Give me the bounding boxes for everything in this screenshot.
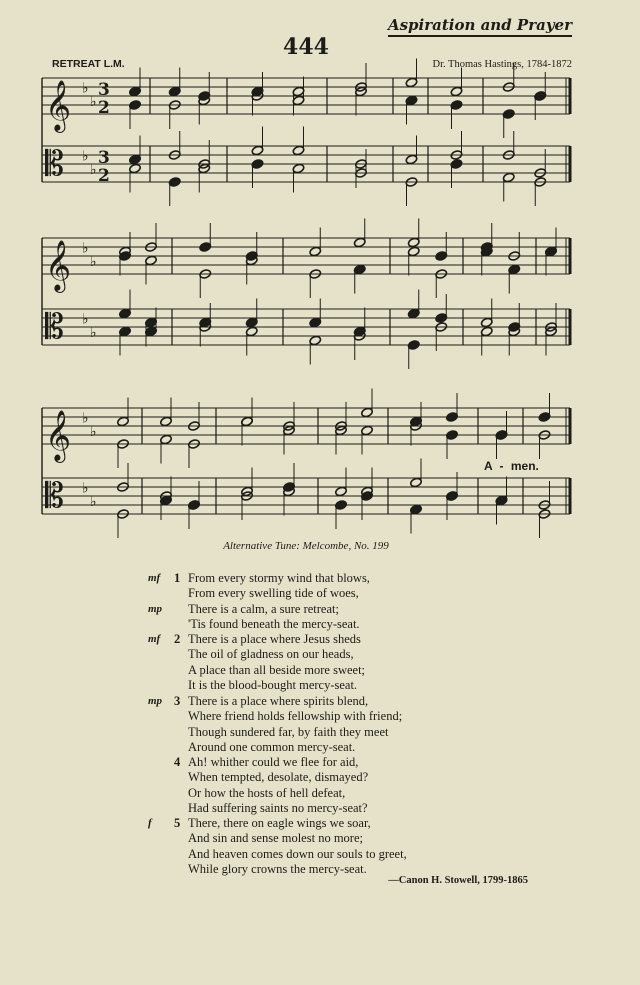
note-head xyxy=(129,86,142,97)
note-head xyxy=(335,500,348,511)
note-head xyxy=(251,145,264,156)
verse-text: The oil of gladness on our heads, xyxy=(188,647,354,662)
flat-icon: ♭ xyxy=(90,93,97,110)
note-head xyxy=(405,154,418,165)
note-head xyxy=(292,95,305,106)
note-head xyxy=(446,412,459,423)
note-head xyxy=(407,237,420,248)
verse-text: A place than all beside more sweet; xyxy=(188,662,366,677)
flat-icon: ♭ xyxy=(82,240,89,257)
note-head xyxy=(245,326,258,337)
tenor-clef-icon: 𝄡 xyxy=(45,144,64,184)
verse-text: 'Tis found beneath the mercy-seat. xyxy=(188,616,360,631)
note-head xyxy=(446,491,459,502)
hymn-number: 444 xyxy=(283,34,329,60)
dynamic-mark: f xyxy=(148,817,152,829)
verse-text: There, there on eagle wings we soar, xyxy=(188,816,371,830)
dynamic-mark: mp xyxy=(148,602,163,615)
tenor-clef-icon: 𝄡 xyxy=(45,476,64,516)
note-head xyxy=(508,264,521,275)
note-head xyxy=(361,491,374,502)
note-head xyxy=(410,504,423,515)
note-head xyxy=(199,317,212,328)
note-head xyxy=(361,407,374,418)
verse-text: Had suffering saints no mercy-seat? xyxy=(188,800,368,815)
verse-text: There is a place where spirits blend, xyxy=(188,694,369,708)
amen-text: A - men. xyxy=(484,459,539,473)
note-head xyxy=(145,326,158,337)
author-attribution: —Canon H. Stowell, 1799-1865 xyxy=(388,875,528,886)
note-head xyxy=(407,246,420,257)
verse-text: There is a place where Jesus sheds xyxy=(188,632,361,646)
verse-text: Or how the hosts of hell defeat, xyxy=(188,785,346,800)
dynamic-mark: mp xyxy=(148,695,163,707)
note-head xyxy=(292,145,305,156)
note-head xyxy=(435,313,448,324)
note-head xyxy=(450,159,463,170)
verse-number: 3 xyxy=(174,694,181,708)
verse-number: 2 xyxy=(174,632,181,646)
composer-credit: Dr. Thomas Hastings, 1784-1872 xyxy=(432,59,572,70)
time-signature-bottom: 2 xyxy=(98,166,110,186)
note-head xyxy=(251,86,264,97)
verse-text: Around one common mercy-seat. xyxy=(188,739,356,754)
verse-text: While glory crowns the mercy-seat. xyxy=(188,861,367,876)
note-head xyxy=(446,430,459,441)
time-signature-top: 3 xyxy=(98,148,110,168)
flat-icon: ♭ xyxy=(82,80,89,97)
flat-icon: ♭ xyxy=(90,493,97,510)
note-head xyxy=(353,264,366,275)
note-head xyxy=(309,317,322,328)
note-head xyxy=(292,86,305,97)
note-head xyxy=(309,335,322,346)
note-head xyxy=(145,317,158,328)
flat-icon: ♭ xyxy=(82,410,89,427)
flat-icon: ♭ xyxy=(90,161,97,178)
note-head xyxy=(407,308,420,319)
note-head xyxy=(168,177,181,188)
note-head xyxy=(129,163,142,174)
treble-clef-icon: 𝄞 xyxy=(45,410,72,461)
verse-text: And heaven comes down our souls to greet, xyxy=(188,846,407,861)
note-head xyxy=(410,416,423,427)
note-head xyxy=(241,416,254,427)
section-title: Aspiration and Prayer xyxy=(388,16,572,37)
note-head xyxy=(435,251,448,262)
note-head xyxy=(245,317,258,328)
verse-text: From every swelling tide of woes, xyxy=(188,586,359,601)
note-head xyxy=(188,500,201,511)
verse-text: From every stormy wind that blows, xyxy=(188,571,370,585)
note-head xyxy=(502,172,515,183)
note-head xyxy=(480,326,493,337)
note-head xyxy=(405,95,418,106)
tune-name: RETREAT L.M. xyxy=(52,58,125,70)
note-head xyxy=(335,486,348,497)
note-head xyxy=(480,317,493,328)
note-head xyxy=(450,100,463,111)
note-head xyxy=(117,416,130,427)
dynamic-mark: mf xyxy=(148,572,161,584)
note-head xyxy=(450,86,463,97)
note-head xyxy=(538,412,551,423)
time-signature-bottom: 2 xyxy=(98,98,110,118)
note-head xyxy=(251,159,264,170)
note-head xyxy=(309,246,322,257)
note-head xyxy=(145,255,158,266)
note-head xyxy=(353,237,366,248)
flat-icon: ♭ xyxy=(82,148,89,165)
treble-clef-icon: 𝄞 xyxy=(45,80,72,131)
treble-clef-icon: 𝄞 xyxy=(45,240,72,291)
flat-icon: ♭ xyxy=(90,324,97,341)
flat-icon: ♭ xyxy=(82,311,89,328)
verse-text: Where friend holds fellowship with friend; xyxy=(188,709,403,724)
note-head xyxy=(119,326,132,337)
verse-number: 5 xyxy=(174,816,181,830)
note-head xyxy=(199,242,212,253)
verse-text: And sin and sense molest no more; xyxy=(188,831,363,846)
note-head xyxy=(129,100,142,111)
time-signature-top: 3 xyxy=(98,80,110,100)
alternative-tune: Alternative Tune: Melcombe, No. 199 xyxy=(223,540,389,552)
note-head xyxy=(119,308,132,319)
note-head xyxy=(405,77,418,88)
note-head xyxy=(160,416,173,427)
verse-text: Though sundered far, by faith they meet xyxy=(188,724,389,739)
dynamic-mark: mf xyxy=(148,633,161,645)
verse-text: When tempted, desolate, dismayed? xyxy=(188,770,369,785)
note-head xyxy=(292,163,305,174)
verse-text: It is the blood-bought mercy-seat. xyxy=(188,677,358,692)
note-head xyxy=(410,477,423,488)
flat-icon: ♭ xyxy=(90,423,97,440)
flat-icon: ♭ xyxy=(90,253,97,270)
note-head xyxy=(407,340,420,351)
verse-text: There is a calm, a sure retreat; xyxy=(188,601,339,616)
note-head xyxy=(129,154,142,165)
note-head xyxy=(160,434,173,445)
verse-text: Ah! whither could we flee for aid, xyxy=(188,755,359,769)
note-head xyxy=(361,425,374,436)
flat-icon: ♭ xyxy=(82,480,89,497)
note-head xyxy=(502,109,515,120)
note-head xyxy=(168,86,181,97)
verse-number: 4 xyxy=(174,755,181,769)
tenor-clef-icon: 𝄡 xyxy=(45,307,64,347)
verse-number: 1 xyxy=(174,571,181,585)
